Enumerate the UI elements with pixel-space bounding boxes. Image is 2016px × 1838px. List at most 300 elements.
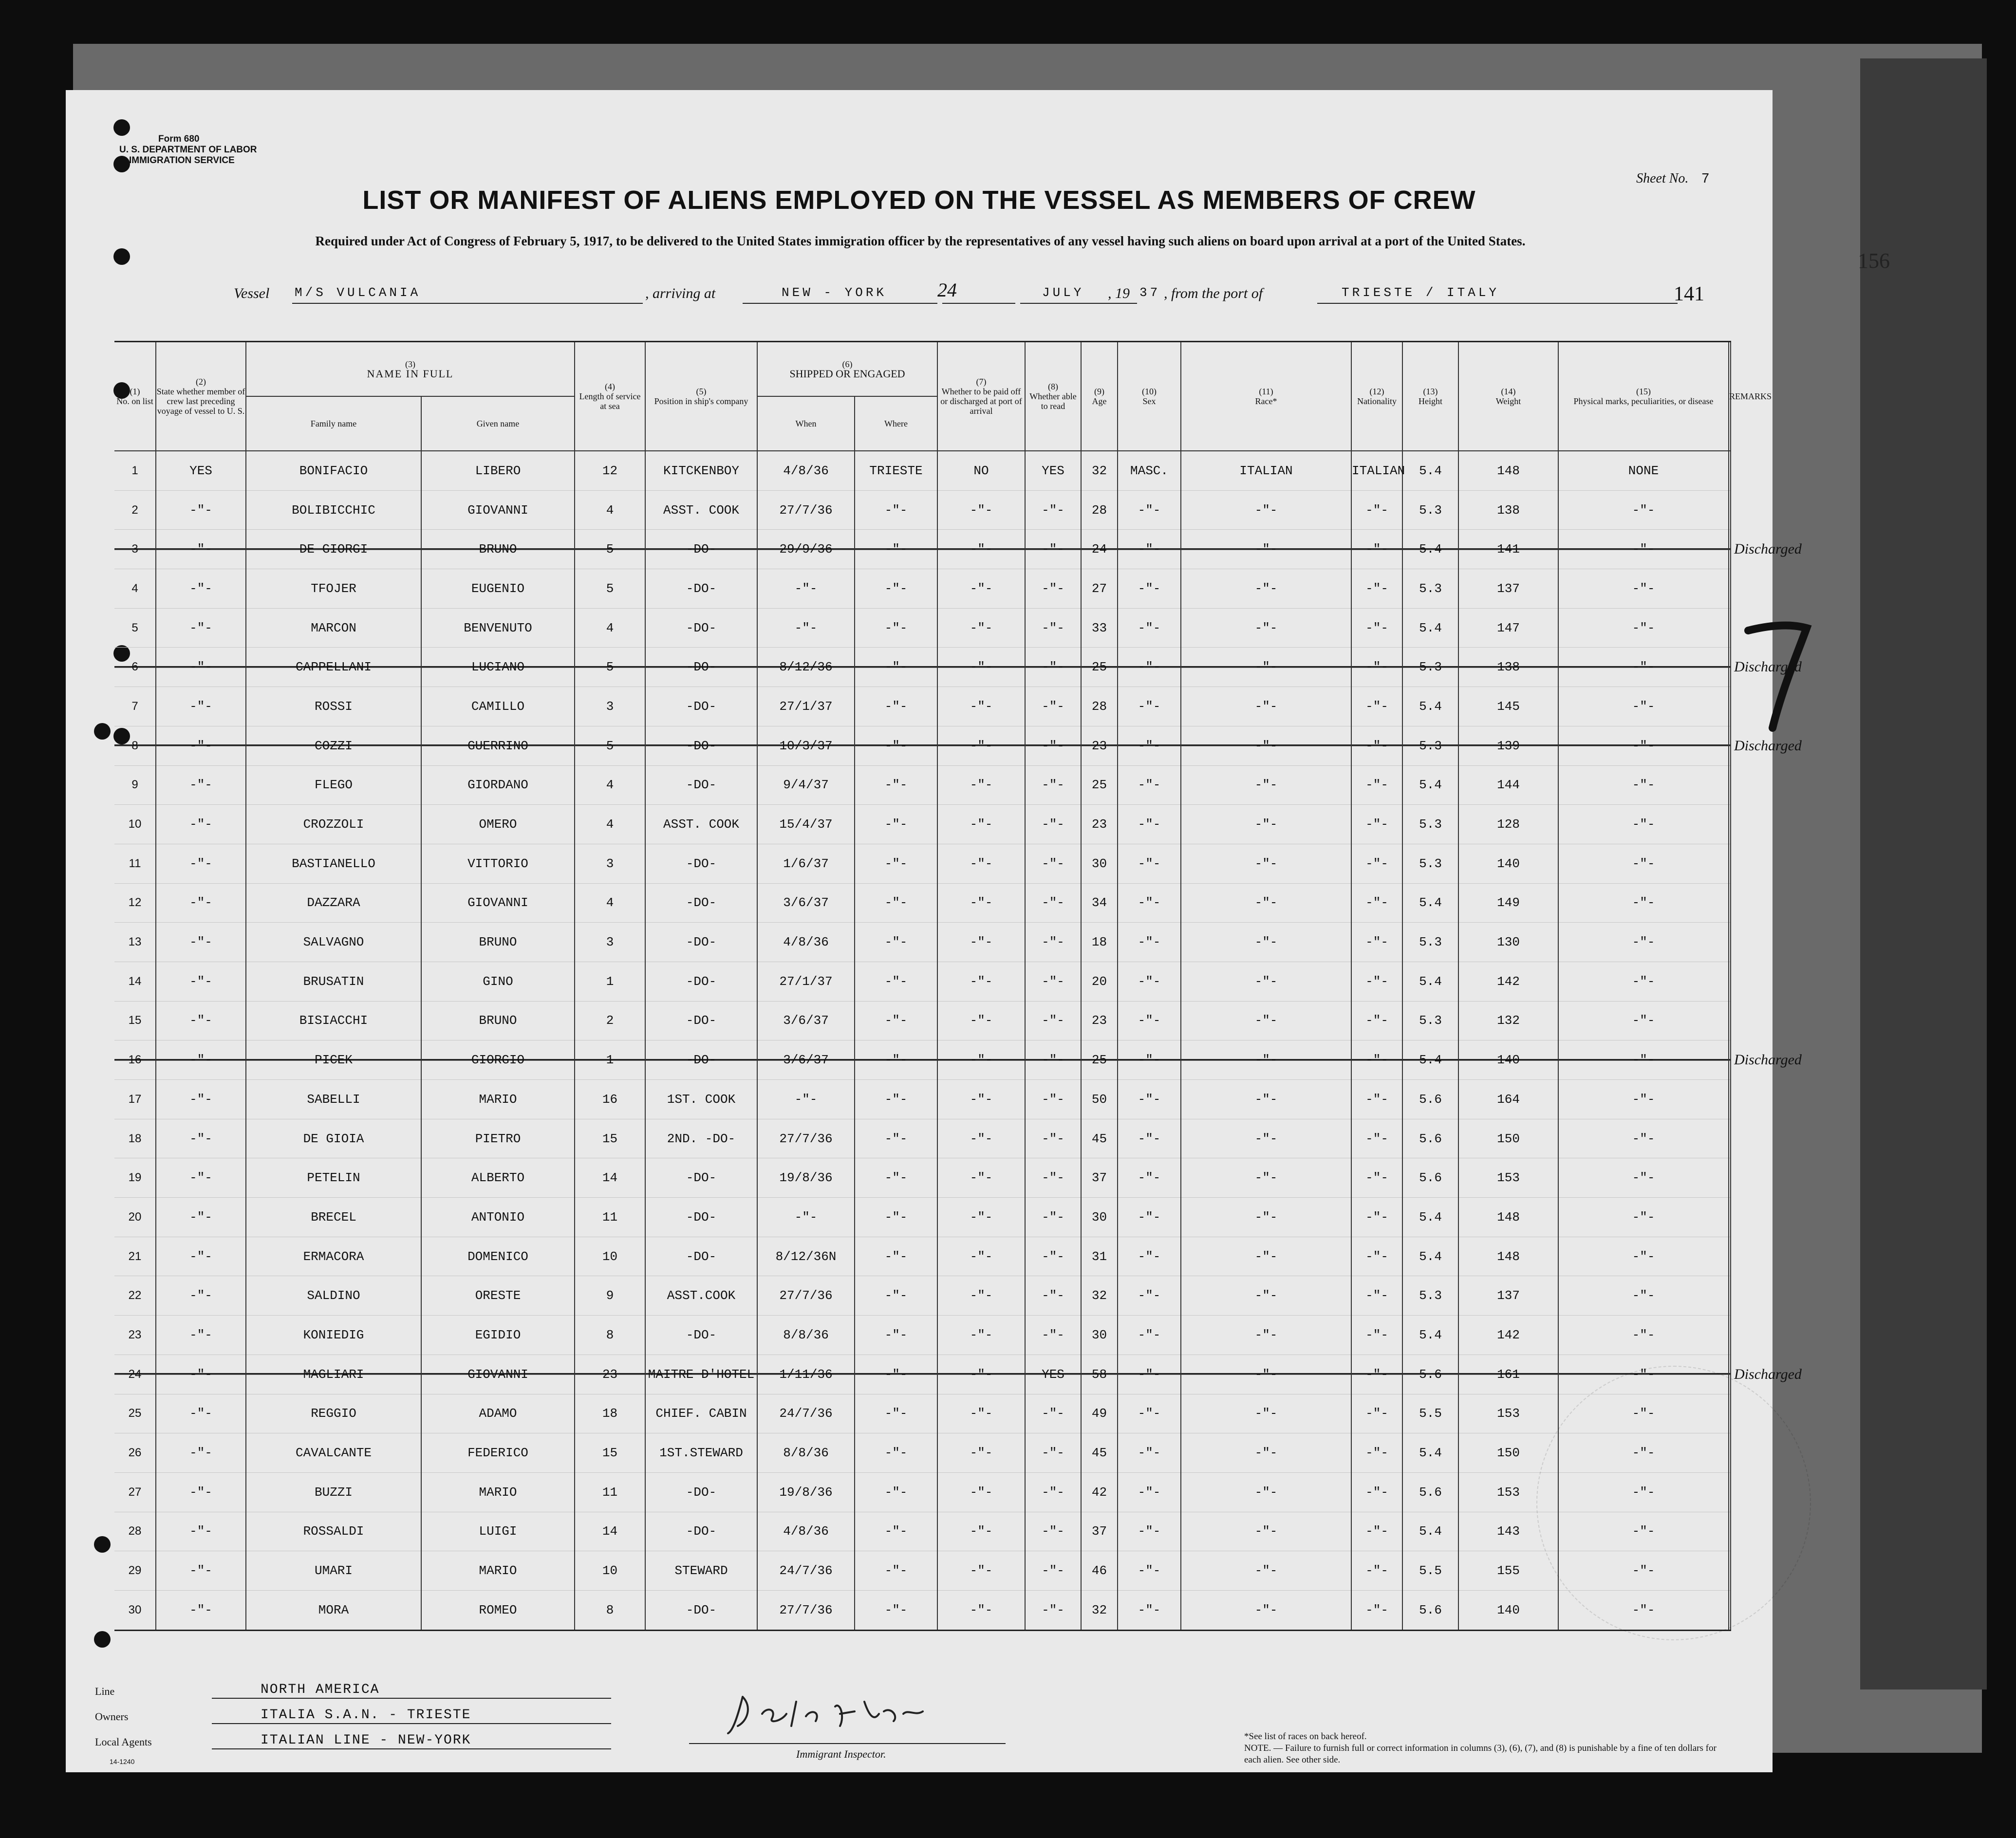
line-value: NORTH AMERICA [261,1682,380,1697]
cell-row-number: 29 [114,1551,156,1591]
vessel-label: Vessel [234,285,270,301]
cell-shipped-when: -"- [757,1080,855,1119]
cell-age: 25 [1081,648,1118,687]
cell-length-of-service: 14 [575,1512,645,1551]
cell-age: 32 [1081,1276,1118,1316]
cell-race: -"- [1181,1551,1351,1591]
cell-remarks [1729,1158,1731,1198]
cell-family-name: SALDINO [246,1276,421,1316]
cell-nationality: -"- [1351,530,1402,569]
cell-able-to-read: -"- [1025,844,1081,883]
cell-given-name: PIETRO [421,1119,575,1158]
cell-age: 30 [1081,844,1118,883]
cell-race: -"- [1181,648,1351,687]
cell-shipped-when: -"- [757,1198,855,1237]
cell-physical-marks: -"- [1558,805,1729,844]
large-seven-mark [1743,616,1811,733]
department: U. S. DEPARTMENT OF LABOR [119,145,257,155]
cell-shipped-where: -"- [855,1198,937,1237]
table-row [114,1237,1731,1276]
cell-height: 5.4 [1402,1198,1458,1237]
cell-remarks: Discharged [1729,530,1731,569]
form-number: Form 680 [158,134,200,144]
arrival-day: 24 [937,279,957,301]
cell-shipped-where: -"- [855,1237,937,1276]
cell-family-name: MORA [246,1590,421,1630]
cell-sex: -"- [1118,726,1181,765]
cell-race: -"- [1181,1394,1351,1433]
cell-race: -"- [1181,844,1351,883]
cell-given-name: BRUNO [421,923,575,962]
cell-shipped-when: 3/6/37 [757,883,855,923]
cell-given-name: GIOVANNI [421,883,575,923]
from-port: TRIESTE / ITALY [1342,285,1500,300]
cell-remarks: Discharged [1729,648,1731,687]
cell-shipped-where: -"- [855,1394,937,1433]
cell-row-number: 13 [114,923,156,962]
cell-physical-marks: -"- [1558,1276,1729,1316]
cell-row-number: 24 [114,1355,156,1394]
cell-sex: -"- [1118,1001,1181,1040]
cell-paid-off: -"- [937,1316,1025,1355]
cell-shipped-when: 29/9/36 [757,530,855,569]
cell-length-of-service: 14 [575,1158,645,1198]
sheet-label: Sheet No. [1636,171,1689,186]
cell-paid-off: -"- [937,530,1025,569]
cell-length-of-service: 5 [575,530,645,569]
cell-physical-marks: -"- [1558,1355,1729,1394]
table-row [114,1198,1731,1237]
table-row [114,1394,1731,1433]
cell-shipped-where: -"- [855,1433,937,1473]
cell-previous-voyage: -"- [156,1158,246,1198]
cell-length-of-service: 1 [575,1040,645,1080]
cell-row-number: 9 [114,765,156,805]
cell-shipped-when: -"- [757,569,855,609]
cell-sex: -"- [1118,1355,1181,1394]
cell-given-name: ADAMO [421,1394,575,1433]
page-number: 141 [1674,283,1704,305]
arrival-month: JULY [1042,285,1084,300]
cell-sex: -"- [1118,765,1181,805]
cell-given-name: LIBERO [421,451,575,490]
cell-height: 5.3 [1402,1276,1458,1316]
table-row [114,805,1731,844]
cell-able-to-read: -"- [1025,805,1081,844]
cell-family-name: BISIACCHI [246,1001,421,1040]
cell-nationality: -"- [1351,490,1402,530]
cell-shipped-when: 3/6/37 [757,1040,855,1080]
table-row [114,1040,1731,1080]
cell-weight: 148 [1458,1237,1558,1276]
cell-height: 5.6 [1402,1080,1458,1119]
cell-height: 5.4 [1402,687,1458,726]
footer-owners-row [95,1708,631,1725]
cell-position: -DO- [645,883,757,923]
cell-sex: -"- [1118,1551,1181,1591]
cell-previous-voyage: -"- [156,530,246,569]
cell-previous-voyage: -"- [156,844,246,883]
cell-nationality: -"- [1351,648,1402,687]
cell-family-name: BRECEL [246,1198,421,1237]
cell-able-to-read: -"- [1025,648,1081,687]
table-row [114,687,1731,726]
cell-age: 50 [1081,1080,1118,1119]
cell-physical-marks: -"- [1558,1433,1729,1473]
cell-able-to-read: -"- [1025,608,1081,648]
cell-shipped-where: -"- [855,1355,937,1394]
cell-shipped-where: TRIESTE [855,451,937,490]
cell-able-to-read: -"- [1025,1119,1081,1158]
cell-previous-voyage: -"- [156,1237,246,1276]
table-row [114,1590,1731,1630]
cell-position: -DO- [645,1040,757,1080]
cell-row-number: 6 [114,648,156,687]
cell-family-name: UMARI [246,1551,421,1591]
cell-position: -DO- [645,1158,757,1198]
cell-age: 24 [1081,530,1118,569]
cell-race: ITALIAN [1181,451,1351,490]
cell-physical-marks: -"- [1558,1316,1729,1355]
cell-position: ASST. COOK [645,490,757,530]
cell-previous-voyage: -"- [156,1040,246,1080]
cell-age: 23 [1081,726,1118,765]
col-header-nationality: (12) Nationality [1351,342,1402,451]
cell-given-name: ANTONIO [421,1198,575,1237]
cell-previous-voyage: -"- [156,765,246,805]
cell-length-of-service: 8 [575,1316,645,1355]
table-row [114,569,1731,609]
cell-height: 5.3 [1402,648,1458,687]
cell-height: 5.6 [1402,1355,1458,1394]
cell-nationality: -"- [1351,1040,1402,1080]
document-title: LIST OR MANIFEST OF ALIENS EMPLOYED ON THE VESSEL AS MEMBERS OF CREW [362,186,1476,215]
cell-age: 37 [1081,1158,1118,1198]
cell-physical-marks: -"- [1558,844,1729,883]
cell-given-name: DOMENICO [421,1237,575,1276]
cell-remarks [1729,844,1731,883]
cell-previous-voyage: -"- [156,805,246,844]
cell-physical-marks: -"- [1558,1472,1729,1512]
cell-remarks [1729,1198,1731,1237]
cell-age: 42 [1081,1472,1118,1512]
cell-given-name: BRUNO [421,1001,575,1040]
cell-shipped-where: -"- [855,726,937,765]
cell-row-number: 20 [114,1198,156,1237]
cell-weight: 137 [1458,1276,1558,1316]
cell-race: -"- [1181,608,1351,648]
cell-remarks [1729,1237,1731,1276]
cell-family-name: CAVALCANTE [246,1433,421,1473]
overlapping-page-edge [1860,58,1987,1689]
cell-able-to-read: -"- [1025,883,1081,923]
cell-position: CHIEF. CABIN [645,1394,757,1433]
cell-shipped-when: 4/8/36 [757,923,855,962]
cell-race: -"- [1181,1276,1351,1316]
cell-remarks [1729,569,1731,609]
cell-family-name: COZZI [246,726,421,765]
signature-line [689,1743,1006,1744]
cell-sex: -"- [1118,1316,1181,1355]
cell-race: -"- [1181,490,1351,530]
col-header-race: (11) Race* [1181,342,1351,451]
cell-height: 5.5 [1402,1394,1458,1433]
cell-row-number: 15 [114,1001,156,1040]
cell-row-number: 19 [114,1158,156,1198]
cell-shipped-when: 4/8/36 [757,1512,855,1551]
cell-remarks [1729,687,1731,726]
cell-previous-voyage: -"- [156,1198,246,1237]
cell-age: 31 [1081,1237,1118,1276]
cell-weight: 140 [1458,1040,1558,1080]
document-subtitle: Required under Act of Congress of February 5, 1917, to be delivered to the United States immigration officer by the representatives of any vessel having such aliens on board upon arrival at a port of the United States. [315,234,1526,248]
table-row [114,765,1731,805]
cell-able-to-read: YES [1025,451,1081,490]
cell-physical-marks: -"- [1558,530,1729,569]
cell-race: -"- [1181,1119,1351,1158]
cell-previous-voyage: -"- [156,687,246,726]
cell-paid-off: -"- [937,726,1025,765]
cell-age: 25 [1081,1040,1118,1080]
cell-weight: 164 [1458,1080,1558,1119]
cell-previous-voyage: -"- [156,1001,246,1040]
cell-shipped-when: 27/7/36 [757,1590,855,1630]
cell-physical-marks: -"- [1558,1040,1729,1080]
cell-row-number: 18 [114,1119,156,1158]
cell-row-number: 1 [114,451,156,490]
cell-family-name: CROZZOLI [246,805,421,844]
table-row [114,844,1731,883]
cell-previous-voyage: -"- [156,490,246,530]
cell-race: -"- [1181,805,1351,844]
cell-weight: 141 [1458,530,1558,569]
cell-length-of-service: 5 [575,726,645,765]
cell-position: -DO- [645,765,757,805]
cell-weight: 148 [1458,1198,1558,1237]
cell-family-name: KONIEDIG [246,1316,421,1355]
cell-height: 5.6 [1402,1590,1458,1630]
cell-shipped-where: -"- [855,1472,937,1512]
cell-row-number: 8 [114,726,156,765]
cell-row-number: 17 [114,1080,156,1119]
cell-given-name: FEDERICO [421,1433,575,1473]
cell-sex: -"- [1118,1472,1181,1512]
cell-previous-voyage: -"- [156,1590,246,1630]
cell-physical-marks: -"- [1558,765,1729,805]
cell-shipped-where: -"- [855,530,937,569]
col-header-height: (13) Height [1402,342,1458,451]
table-row [114,1433,1731,1473]
cell-height: 5.6 [1402,1472,1458,1512]
cell-remarks [1729,805,1731,844]
table-row [114,962,1731,1001]
cell-sex: -"- [1118,962,1181,1001]
cell-height: 5.3 [1402,726,1458,765]
sheet-value: 7 [1701,170,1709,186]
cell-shipped-when: 27/7/36 [757,1119,855,1158]
cell-given-name: BENVENUTO [421,608,575,648]
cell-position: -DO- [645,923,757,962]
cell-previous-voyage: -"- [156,1276,246,1316]
cell-given-name: ALBERTO [421,1158,575,1198]
cell-position: -DO- [645,726,757,765]
cell-able-to-read: -"- [1025,1512,1081,1551]
cell-shipped-when: -"- [757,608,855,648]
cell-remarks [1729,765,1731,805]
faint-stamp [1536,1366,1811,1640]
cell-nationality: -"- [1351,1119,1402,1158]
punch-hole [113,248,130,265]
col-header-no: (1) No. on list [114,342,156,451]
cell-physical-marks: -"- [1558,490,1729,530]
cell-sex: -"- [1118,1158,1181,1198]
cell-position: -DO- [645,1001,757,1040]
cell-sex: -"- [1118,569,1181,609]
cell-given-name: GIOVANNI [421,490,575,530]
cell-nationality: -"- [1351,765,1402,805]
cell-height: 5.6 [1402,1158,1458,1198]
cell-shipped-when: 24/7/36 [757,1551,855,1591]
table-row [114,1119,1731,1158]
owners-label: Owners [95,1710,129,1723]
cell-remarks [1729,1001,1731,1040]
cell-sex: MASC. [1118,451,1181,490]
agents-label: Local Agents [95,1736,152,1748]
cell-row-number: 16 [114,1040,156,1080]
form-header [119,134,257,166]
cell-row-number: 23 [114,1316,156,1355]
col-header-shipped: (6) SHIPPED OR ENGAGED [757,342,937,397]
cell-race: -"- [1181,1512,1351,1551]
col-header-weight: (14) Weight [1458,342,1558,451]
cell-shipped-where: -"- [855,805,937,844]
cell-nationality: -"- [1351,844,1402,883]
table-row [114,923,1731,962]
cell-paid-off: -"- [937,1080,1025,1119]
cell-height: 5.4 [1402,1512,1458,1551]
cell-able-to-read: -"- [1025,1433,1081,1473]
cell-able-to-read: -"- [1025,569,1081,609]
cell-paid-off: -"- [937,1001,1025,1040]
cell-remarks [1729,883,1731,923]
cell-sex: -"- [1118,1119,1181,1158]
cell-previous-voyage: -"- [156,923,246,962]
cell-height: 5.4 [1402,962,1458,1001]
inspector-label: Immigrant Inspector. [796,1748,886,1760]
cell-physical-marks: -"- [1558,726,1729,765]
cell-age: 23 [1081,805,1118,844]
cell-previous-voyage: -"- [156,1119,246,1158]
cell-race: -"- [1181,883,1351,923]
table-row [114,608,1731,648]
table-row [114,648,1731,687]
crew-table [114,341,1802,1631]
cell-shipped-where: -"- [855,1158,937,1198]
owners-value: ITALIA S.A.N. - TRIESTE [261,1708,471,1723]
cell-height: 5.4 [1402,451,1458,490]
cell-position: 1ST.STEWARD [645,1433,757,1473]
cell-length-of-service: 4 [575,490,645,530]
cell-shipped-where: -"- [855,1316,937,1355]
cell-position: -DO- [645,687,757,726]
cell-paid-off: -"- [937,1276,1025,1316]
cell-remarks [1729,451,1731,490]
cell-height: 5.4 [1402,1237,1458,1276]
cell-age: 20 [1081,962,1118,1001]
cell-nationality: -"- [1351,608,1402,648]
cell-paid-off: -"- [937,687,1025,726]
cell-able-to-read: -"- [1025,923,1081,962]
cell-sex: -"- [1118,805,1181,844]
cell-row-number: 7 [114,687,156,726]
cell-row-number: 12 [114,883,156,923]
cell-row-number: 3 [114,530,156,569]
cell-race: -"- [1181,765,1351,805]
cell-shipped-when: 19/8/36 [757,1472,855,1512]
cell-paid-off: -"- [937,1590,1025,1630]
cell-able-to-read: -"- [1025,687,1081,726]
cell-race: -"- [1181,687,1351,726]
cell-paid-off: -"- [937,883,1025,923]
footer-agents-row [95,1733,631,1750]
cell-sex: -"- [1118,1198,1181,1237]
cell-shipped-when: 1/6/37 [757,844,855,883]
cell-family-name: FLEGO [246,765,421,805]
cell-age: 30 [1081,1198,1118,1237]
cell-weight: 142 [1458,1316,1558,1355]
cell-age: 28 [1081,490,1118,530]
cell-physical-marks: -"- [1558,569,1729,609]
cell-able-to-read: -"- [1025,1040,1081,1080]
cell-given-name: LUIGI [421,1512,575,1551]
cell-weight: 153 [1458,1158,1558,1198]
arriving-at: NEW - YORK [782,285,887,300]
cell-family-name: ROSSALDI [246,1512,421,1551]
cell-height: 5.3 [1402,490,1458,530]
cell-nationality: -"- [1351,1158,1402,1198]
col-header-sex: (10) Sex [1118,342,1181,451]
cell-age: 32 [1081,1590,1118,1630]
cell-position: KITCKENBOY [645,451,757,490]
cell-given-name: BRUNO [421,530,575,569]
cell-family-name: DAZZARA [246,883,421,923]
cell-family-name: ROSSI [246,687,421,726]
cell-position: -DO- [645,1472,757,1512]
cell-shipped-where: -"- [855,1512,937,1551]
cell-physical-marks: -"- [1558,1119,1729,1158]
col-header-paid-off: (7) Whether to be paid off or discharged at port of arrival [937,342,1025,451]
table-row [114,1001,1731,1040]
cell-height: 5.3 [1402,1001,1458,1040]
cell-paid-off: -"- [937,1472,1025,1512]
cell-length-of-service: 5 [575,648,645,687]
cell-able-to-read: -"- [1025,1590,1081,1630]
cell-previous-voyage: -"- [156,608,246,648]
cell-paid-off: -"- [937,1551,1025,1591]
cell-previous-voyage: -"- [156,1355,246,1394]
cell-given-name: MARIO [421,1551,575,1591]
cell-sex: -"- [1118,1590,1181,1630]
arrival-year-prefix: , 19 [1108,285,1130,301]
cell-sex: -"- [1118,1080,1181,1119]
cell-shipped-where: -"- [855,883,937,923]
cell-physical-marks: -"- [1558,1080,1729,1119]
cell-paid-off: -"- [937,648,1025,687]
cell-nationality: -"- [1351,1512,1402,1551]
punch-hole [94,723,111,740]
cell-able-to-read: -"- [1025,1237,1081,1276]
table-row [114,1316,1731,1355]
